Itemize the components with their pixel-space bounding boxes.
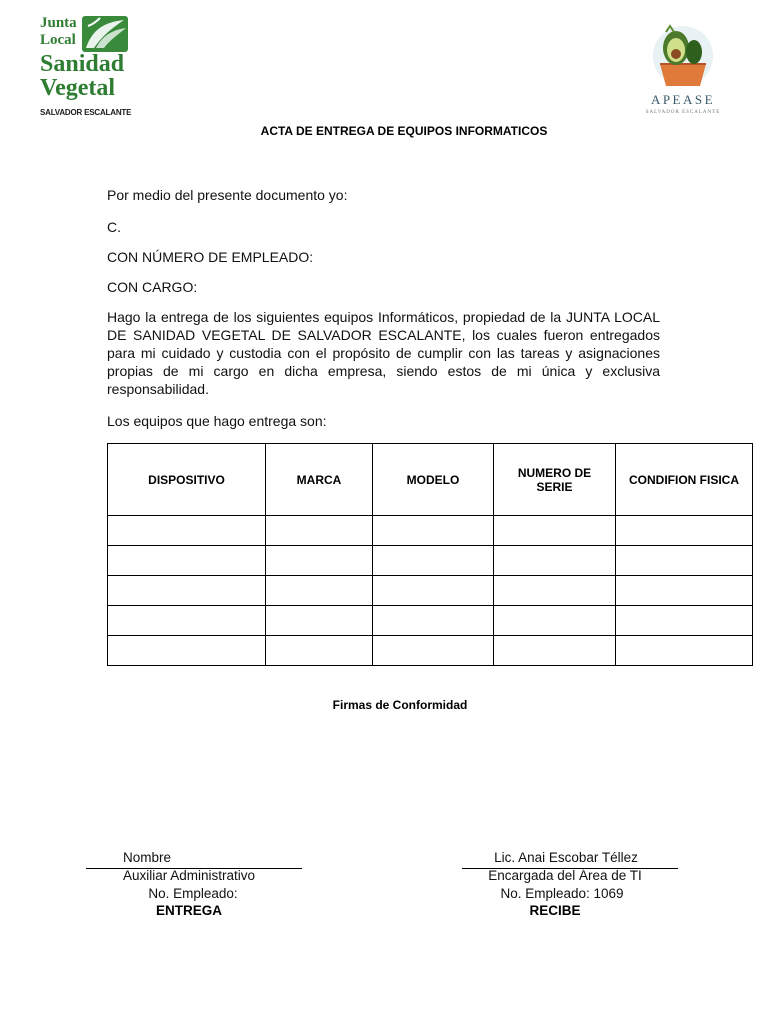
table-cell[interactable] — [373, 606, 494, 636]
table-cell[interactable] — [266, 636, 373, 666]
table-row — [108, 606, 753, 636]
table-cell[interactable] — [616, 636, 753, 666]
table-cell[interactable] — [616, 576, 753, 606]
table-cell[interactable] — [616, 546, 753, 576]
left-action-label: ENTREGA — [155, 903, 222, 918]
table-cell[interactable] — [494, 516, 616, 546]
table-cell[interactable] — [494, 636, 616, 666]
table-cell[interactable] — [108, 606, 266, 636]
apease-logo — [638, 24, 728, 124]
left-signer-role: Auxiliar Administrativo — [122, 868, 256, 883]
body-paragraph: Hago la entrega de los siguientes equipos Informáticos, propiedad de la JUNTA LOCAL DE SANIDAD VEGETAL DE SALVADOR ESCALANTE, los cuales fueron entregados para mi cuidado y custodia con el propósito de cumplir con las tareas y asignaciones propias de mi cargo en dicha empresa, siendo estos de mi única y exclusiva responsabilidad. — [107, 309, 660, 397]
logo-line-vegetal: Vegetal — [40, 75, 116, 101]
signatures-heading: Firmas de Conformidad — [332, 698, 468, 712]
table-cell[interactable] — [373, 546, 494, 576]
table-cell[interactable] — [373, 636, 494, 666]
table-cell[interactable] — [108, 636, 266, 666]
right-signer-name: Lic. Anai Escobar Téllez — [494, 850, 638, 865]
table-row — [108, 636, 753, 666]
logo-line-junta: Junta — [40, 15, 77, 31]
left-employee-no: No. Empleado: — [148, 886, 238, 901]
table-row — [108, 516, 753, 546]
header-condicion-fisica: CONDIFION FISICA — [616, 444, 753, 516]
table-cell[interactable] — [108, 516, 266, 546]
logo-line-location: SALVADOR ESCALANTE — [40, 108, 132, 117]
right-signer-role: Encargada del Área de TI — [488, 868, 642, 883]
table-cell[interactable] — [494, 576, 616, 606]
table-cell[interactable] — [266, 546, 373, 576]
table-cell[interactable] — [373, 516, 494, 546]
apease-subtitle: SALVADOR ESCALANTE — [645, 110, 721, 115]
table-cell[interactable] — [266, 516, 373, 546]
table-row — [108, 576, 753, 606]
avocado-logo-icon — [646, 24, 720, 90]
table-cell[interactable] — [266, 606, 373, 636]
equipment-intro: Los equipos que hago entrega son: — [107, 413, 327, 429]
junta-local-logo — [40, 14, 132, 120]
table-cell[interactable] — [616, 606, 753, 636]
document-title: ACTA DE ENTREGA DE EQUIPOS INFORMATICOS — [260, 124, 548, 138]
header-dispositivo: DISPOSITIVO — [108, 444, 266, 516]
table-row — [108, 546, 753, 576]
logo-line-sanidad: Sanidad — [40, 51, 125, 77]
table-cell[interactable] — [108, 546, 266, 576]
header-modelo: MODELO — [373, 444, 494, 516]
table-cell[interactable] — [494, 606, 616, 636]
header-marca: MARCA — [266, 444, 373, 516]
right-action-label: RECIBE — [529, 903, 581, 918]
table-cell[interactable] — [494, 546, 616, 576]
header-numero-serie: NUMERO DE SERIE — [494, 444, 616, 516]
table-cell[interactable] — [108, 576, 266, 606]
table-cell[interactable] — [266, 576, 373, 606]
table-header-row — [108, 444, 753, 516]
employee-number-label: CON NÚMERO DE EMPLEADO: — [107, 249, 314, 265]
intro-text: Por medio del presente documento yo: — [107, 187, 348, 203]
left-signer-name: Nombre — [123, 850, 172, 865]
apease-name: APEASE — [650, 92, 716, 107]
leaf-logo-icon — [82, 16, 128, 52]
table-cell[interactable] — [373, 576, 494, 606]
name-line: C. — [107, 219, 121, 235]
right-employee-no: No. Empleado: 1069 — [500, 886, 624, 901]
position-label: CON CARGO: — [107, 279, 198, 295]
table-cell[interactable] — [616, 516, 753, 546]
equipment-table — [107, 443, 753, 666]
logo-line-local: Local — [40, 32, 76, 48]
